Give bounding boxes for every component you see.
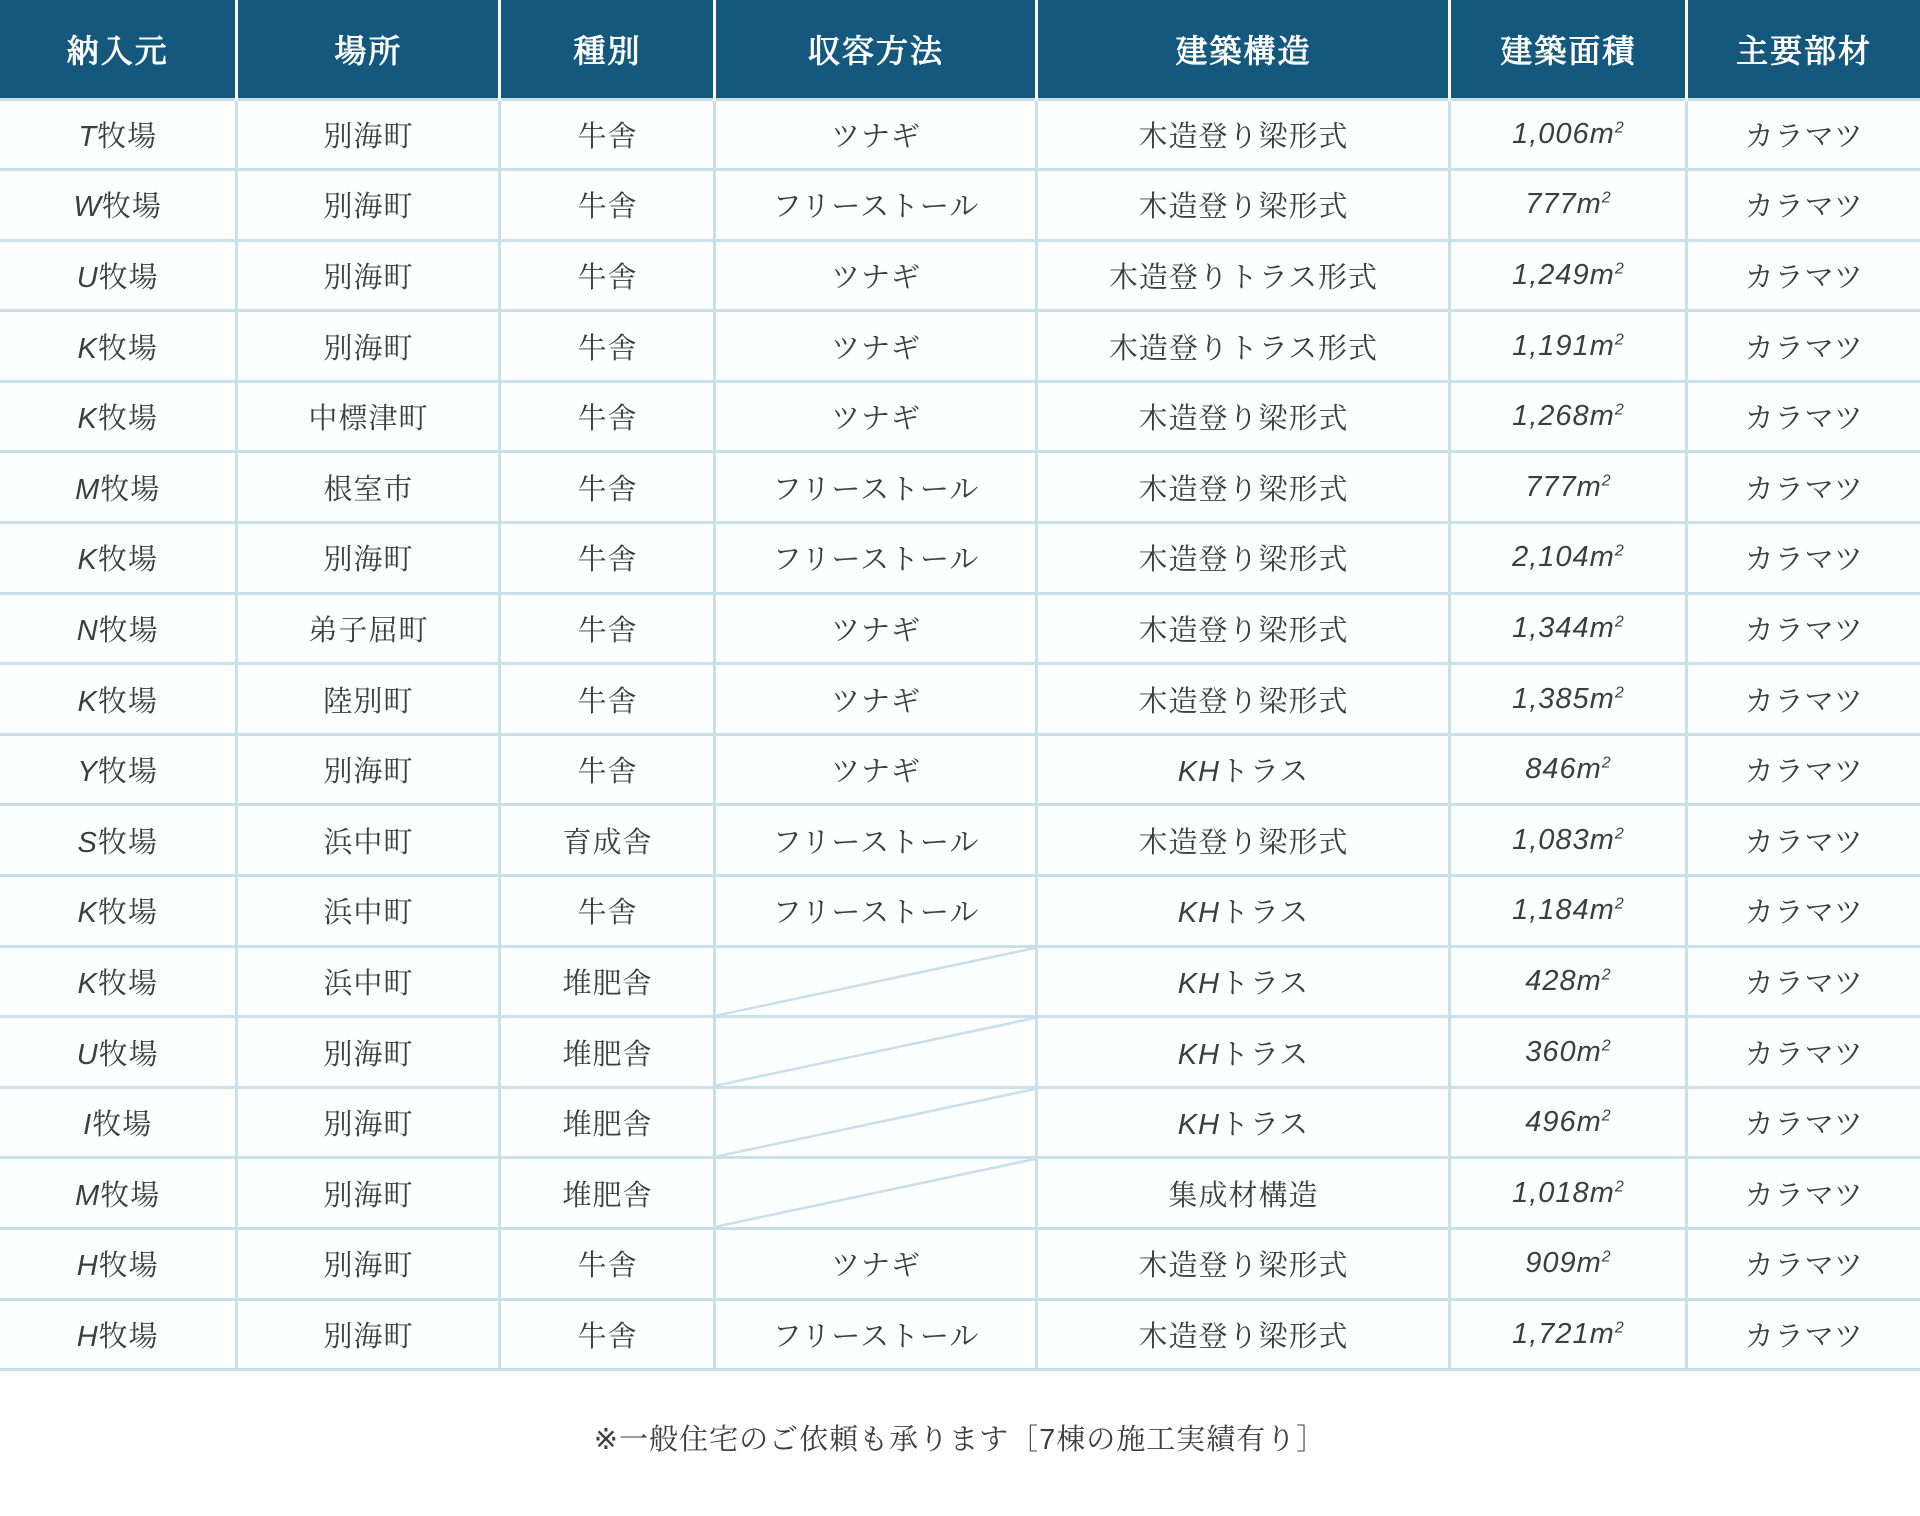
square-meter-exponent: 2 — [1614, 825, 1625, 843]
diagonal-strike-line — [716, 1089, 1035, 1157]
cell-location: 浜中町 — [237, 946, 500, 1017]
cell-area: $1,268m^2$ — [1450, 381, 1687, 452]
cell-supplier: Y牧場 — [0, 734, 237, 805]
cell-material: カラマツ — [1687, 311, 1920, 382]
cell-location: 別海町 — [237, 1158, 500, 1229]
cell-material: カラマツ — [1687, 381, 1920, 452]
cell-housing: ツナギ — [715, 311, 1037, 382]
cell-housing: ツナギ — [715, 593, 1037, 664]
cell-type: 牛舎 — [500, 734, 715, 805]
cell-area: $1,191m^2$ — [1450, 311, 1687, 382]
cell-housing: フリーストール — [715, 523, 1037, 594]
table-header — [0, 0, 1920, 99]
table-row — [0, 876, 1920, 947]
square-meter-exponent: 2 — [1601, 472, 1612, 490]
cell-type: 牛舎 — [500, 876, 715, 947]
column-header-type: 種別 — [500, 0, 715, 99]
square-meter-exponent: 2 — [1614, 330, 1625, 348]
cell-material: カラマツ — [1687, 1017, 1920, 1088]
cell-area: $846m^2$ — [1450, 734, 1687, 805]
square-meter-exponent: 2 — [1614, 895, 1625, 913]
cell-material: カラマツ — [1687, 99, 1920, 170]
cell-location: 別海町 — [237, 311, 500, 382]
cell-type: 牛舎 — [500, 311, 715, 382]
cell-location: 別海町 — [237, 1299, 500, 1370]
cell-structure: KHトラス — [1037, 946, 1450, 1017]
square-meter-exponent: 2 — [1601, 754, 1612, 772]
cell-area: $1,721m^2$ — [1450, 1299, 1687, 1370]
table-row — [0, 170, 1920, 241]
cell-type: 堆肥舎 — [500, 1087, 715, 1158]
cell-material: カラマツ — [1687, 452, 1920, 523]
cell-material: カラマツ — [1687, 593, 1920, 664]
cell-housing-empty — [715, 1017, 1037, 1088]
square-meter-exponent: 2 — [1601, 1107, 1612, 1125]
cell-location: 別海町 — [237, 99, 500, 170]
cell-structure: 集成材構造 — [1037, 1158, 1450, 1229]
cell-supplier: I牧場 — [0, 1087, 237, 1158]
column-header-supplier: 納入元 — [0, 0, 237, 99]
cell-area: $1,344m^2$ — [1450, 593, 1687, 664]
cell-supplier: H牧場 — [0, 1229, 237, 1300]
cell-location: 別海町 — [237, 170, 500, 241]
footnote: ※一般住宅のご依頼も承ります［7棟の施工実績有り］ — [593, 1424, 1327, 1457]
cell-area: $777m^2$ — [1450, 170, 1687, 241]
cell-material: カラマツ — [1687, 240, 1920, 311]
cell-supplier: W牧場 — [0, 170, 237, 241]
cell-location: 浜中町 — [237, 805, 500, 876]
cell-material: カラマツ — [1687, 1299, 1920, 1370]
square-meter-exponent: 2 — [1614, 683, 1625, 701]
cell-material: カラマツ — [1687, 523, 1920, 594]
cell-area: $1,006m^2$ — [1450, 99, 1687, 170]
cell-supplier: K牧場 — [0, 946, 237, 1017]
cell-supplier: M牧場 — [0, 1158, 237, 1229]
cell-area: $360m^2$ — [1450, 1017, 1687, 1088]
cell-type: 堆肥舎 — [500, 946, 715, 1017]
cell-structure: 木造登り梁形式 — [1037, 170, 1450, 241]
table-row — [0, 805, 1920, 876]
table-row — [0, 734, 1920, 805]
column-header-housing: 収容方法 — [715, 0, 1037, 99]
table-row — [0, 1158, 1920, 1229]
cell-type: 牛舎 — [500, 170, 715, 241]
square-meter-exponent: 2 — [1614, 542, 1625, 560]
square-meter-exponent: 2 — [1614, 1319, 1625, 1337]
cell-supplier: M牧場 — [0, 452, 237, 523]
cell-supplier: U牧場 — [0, 1017, 237, 1088]
table-row — [0, 240, 1920, 311]
cell-housing: ツナギ — [715, 240, 1037, 311]
table-row — [0, 1229, 1920, 1300]
cell-material: カラマツ — [1687, 805, 1920, 876]
cell-location: 別海町 — [237, 1087, 500, 1158]
cell-structure: 木造登り梁形式 — [1037, 805, 1450, 876]
cell-housing: フリーストール — [715, 876, 1037, 947]
cell-location: 弟子屈町 — [237, 593, 500, 664]
cell-location: 別海町 — [237, 734, 500, 805]
cell-area: $2,104m^2$ — [1450, 523, 1687, 594]
cell-location: 陸別町 — [237, 664, 500, 735]
cell-location: 別海町 — [237, 240, 500, 311]
table-row — [0, 1017, 1920, 1088]
cell-type: 牛舎 — [500, 99, 715, 170]
cell-housing-empty — [715, 1087, 1037, 1158]
cell-supplier: K牧場 — [0, 523, 237, 594]
cell-structure: 木造登り梁形式 — [1037, 593, 1450, 664]
cell-type: 牛舎 — [500, 523, 715, 594]
cell-structure: 木造登りトラス形式 — [1037, 311, 1450, 382]
cell-housing: フリーストール — [715, 170, 1037, 241]
cell-location: 中標津町 — [237, 381, 500, 452]
table-row — [0, 593, 1920, 664]
cell-material: カラマツ — [1687, 1087, 1920, 1158]
cell-type: 牛舎 — [500, 593, 715, 664]
table-row — [0, 946, 1920, 1017]
cell-area: $428m^2$ — [1450, 946, 1687, 1017]
cell-location: 別海町 — [237, 1229, 500, 1300]
cell-structure: KHトラス — [1037, 1087, 1450, 1158]
cell-structure: KHトラス — [1037, 1017, 1450, 1088]
cell-type: 牛舎 — [500, 381, 715, 452]
diagonal-strike-line — [716, 948, 1035, 1016]
table-header-row — [0, 0, 1920, 99]
cell-structure: KHトラス — [1037, 734, 1450, 805]
cell-supplier: T牧場 — [0, 99, 237, 170]
square-meter-exponent: 2 — [1601, 1248, 1612, 1266]
cell-structure: 木造登り梁形式 — [1037, 664, 1450, 735]
cell-area: $1,018m^2$ — [1450, 1158, 1687, 1229]
cell-structure: 木造登りトラス形式 — [1037, 240, 1450, 311]
cell-area: $1,184m^2$ — [1450, 876, 1687, 947]
cell-material: カラマツ — [1687, 946, 1920, 1017]
cell-type: 育成舎 — [500, 805, 715, 876]
cell-housing: ツナギ — [715, 664, 1037, 735]
cell-material: カラマツ — [1687, 664, 1920, 735]
cell-structure: 木造登り梁形式 — [1037, 523, 1450, 594]
cell-area: $777m^2$ — [1450, 452, 1687, 523]
square-meter-exponent: 2 — [1614, 119, 1625, 137]
cell-supplier: H牧場 — [0, 1299, 237, 1370]
cell-housing: フリーストール — [715, 805, 1037, 876]
cell-material: カラマツ — [1687, 1229, 1920, 1300]
square-meter-exponent: 2 — [1614, 401, 1625, 419]
cell-area: $1,385m^2$ — [1450, 664, 1687, 735]
square-meter-exponent: 2 — [1614, 1178, 1625, 1196]
column-header-material: 主要部材 — [1687, 0, 1920, 99]
cell-area: $909m^2$ — [1450, 1229, 1687, 1300]
table-row — [0, 452, 1920, 523]
cell-material: カラマツ — [1687, 1158, 1920, 1229]
cell-type: 牛舎 — [500, 1299, 715, 1370]
cell-housing: フリーストール — [715, 452, 1037, 523]
cell-supplier: K牧場 — [0, 664, 237, 735]
cell-material: カラマツ — [1687, 876, 1920, 947]
table-row — [0, 1087, 1920, 1158]
diagonal-strike-line — [716, 1159, 1035, 1227]
cell-housing-empty — [715, 946, 1037, 1017]
table-row — [0, 1299, 1920, 1370]
square-meter-exponent: 2 — [1601, 966, 1612, 984]
table-row — [0, 99, 1920, 170]
table-row — [0, 311, 1920, 382]
square-meter-exponent: 2 — [1614, 260, 1625, 278]
cell-structure: KHトラス — [1037, 876, 1450, 947]
cell-housing: ツナギ — [715, 99, 1037, 170]
table-row — [0, 381, 1920, 452]
square-meter-exponent: 2 — [1614, 613, 1625, 631]
cell-type: 堆肥舎 — [500, 1158, 715, 1229]
cell-location: 別海町 — [237, 1017, 500, 1088]
cell-supplier: N牧場 — [0, 593, 237, 664]
column-header-structure: 建築構造 — [1037, 0, 1450, 99]
cell-housing: ツナギ — [715, 381, 1037, 452]
cell-location: 根室市 — [237, 452, 500, 523]
table-body — [0, 99, 1920, 1370]
cell-location: 浜中町 — [237, 876, 500, 947]
cell-location: 別海町 — [237, 523, 500, 594]
square-meter-exponent: 2 — [1601, 189, 1612, 207]
cell-supplier: U牧場 — [0, 240, 237, 311]
column-header-area: 建築面積 — [1450, 0, 1687, 99]
cell-supplier: K牧場 — [0, 311, 237, 382]
cell-type: 牛舎 — [500, 664, 715, 735]
diagonal-strike-line — [716, 1018, 1035, 1086]
table-row — [0, 523, 1920, 594]
cell-type: 牛舎 — [500, 240, 715, 311]
cell-type: 牛舎 — [500, 1229, 715, 1300]
cell-supplier: S牧場 — [0, 805, 237, 876]
cell-structure: 木造登り梁形式 — [1037, 1229, 1450, 1300]
cell-material: カラマツ — [1687, 170, 1920, 241]
cell-supplier: K牧場 — [0, 381, 237, 452]
cell-area: $1,083m^2$ — [1450, 805, 1687, 876]
cell-supplier: K牧場 — [0, 876, 237, 947]
square-meter-exponent: 2 — [1601, 1036, 1612, 1054]
column-header-location: 場所 — [237, 0, 500, 99]
cell-material: カラマツ — [1687, 734, 1920, 805]
cell-structure: 木造登り梁形式 — [1037, 381, 1450, 452]
cell-structure: 木造登り梁形式 — [1037, 99, 1450, 170]
cell-housing: ツナギ — [715, 734, 1037, 805]
cell-type: 牛舎 — [500, 452, 715, 523]
cell-area: $1,249m^2$ — [1450, 240, 1687, 311]
cell-housing-empty — [715, 1158, 1037, 1229]
table-row — [0, 664, 1920, 735]
cell-area: $496m^2$ — [1450, 1087, 1687, 1158]
cell-structure: 木造登り梁形式 — [1037, 452, 1450, 523]
cell-structure: 木造登り梁形式 — [1037, 1299, 1450, 1370]
cell-type: 堆肥舎 — [500, 1017, 715, 1088]
cell-housing: フリーストール — [715, 1299, 1037, 1370]
cell-housing: ツナギ — [715, 1229, 1037, 1300]
